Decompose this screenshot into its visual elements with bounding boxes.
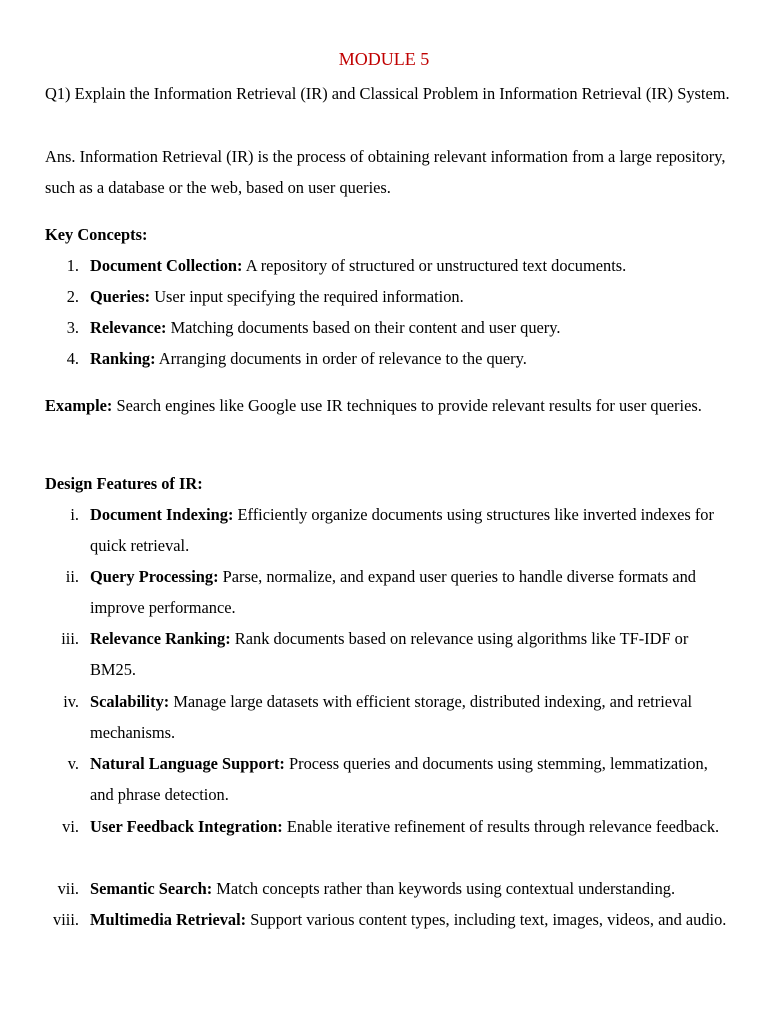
example-text: Search engines like Google use IR techniques to provide relevant results for user queries. — [112, 396, 702, 415]
list-number: iv. — [63, 692, 79, 711]
feature-text: Manage large datasets with efficient storage, distributed indexing, and retrieval mechanisms. — [90, 692, 693, 743]
feature-term: Natural Language Support: — [90, 754, 285, 773]
feature-term: Relevance Ranking: — [90, 629, 231, 648]
feature-text: Support various content types, including text, images, videos, and audio. — [246, 910, 727, 929]
feature-term: Document Indexing: — [90, 505, 234, 524]
design-features-heading: Design Features of IR: — [45, 474, 203, 493]
list-number: v. — [67, 754, 79, 773]
module-title: MODULE 5 — [338, 49, 430, 69]
concept-text: Arranging documents in order of relevance to the query. — [155, 349, 527, 368]
list-number: 2. — [66, 287, 79, 306]
feature-term: Query Processing: — [90, 567, 219, 586]
concept-term: Document Collection: — [90, 256, 243, 275]
list-number: ii. — [65, 567, 79, 586]
list-number: vi. — [62, 817, 79, 836]
list-number: 1. — [66, 256, 79, 275]
list-number: iii. — [61, 629, 79, 648]
concept-text: A repository of structured or unstructured text documents. — [242, 256, 627, 275]
feature-text: Enable iterative refinement of results through relevance feedback. — [282, 817, 720, 836]
answer-paragraph: Ans. Information Retrieval (IR) is the process of obtaining relevant information from a large repository, such as a database or the web, based on user queries. — [45, 147, 726, 198]
key-concepts-heading: Key Concepts: — [45, 225, 148, 244]
feature-text: Match concepts rather than keywords using contextual understanding. — [212, 879, 676, 898]
feature-text: Process queries and documents using stemming, lemmatization, and phrase detection. — [90, 754, 708, 805]
concept-text: User input specifying the required information. — [150, 287, 464, 306]
feature-text: Efficiently organize documents using structures like inverted indexes for quick retrieval. — [90, 505, 714, 556]
feature-term: User Feedback Integration: — [90, 817, 283, 836]
list-number: 3. — [66, 318, 79, 337]
feature-text: Rank documents based on relevance using algorithms like TF-IDF or BM25. — [90, 629, 689, 680]
concept-term: Relevance: — [90, 318, 167, 337]
feature-text: Parse, normalize, and expand user queries to handle diverse formats and improve performance. — [90, 567, 696, 618]
concept-term: Ranking: — [90, 349, 156, 368]
feature-term: Multimedia Retrieval: — [90, 910, 247, 929]
example-paragraph — [45, 390, 735, 421]
example-label: Example: — [45, 396, 113, 415]
list-number: vii. — [57, 879, 79, 898]
concept-text: Matching documents based on their content and user query. — [166, 318, 561, 337]
list-number: viii. — [53, 910, 79, 929]
question-paragraph: Q1) Explain the Information Retrieval (IR) and Classical Problem in Information Retrieval (IR) System. — [45, 84, 730, 103]
feature-term: Semantic Search: — [90, 879, 213, 898]
list-number: 4. — [66, 349, 79, 368]
feature-term: Scalability: — [90, 692, 170, 711]
concept-term: Queries: — [90, 287, 151, 306]
list-number: i. — [70, 505, 79, 524]
